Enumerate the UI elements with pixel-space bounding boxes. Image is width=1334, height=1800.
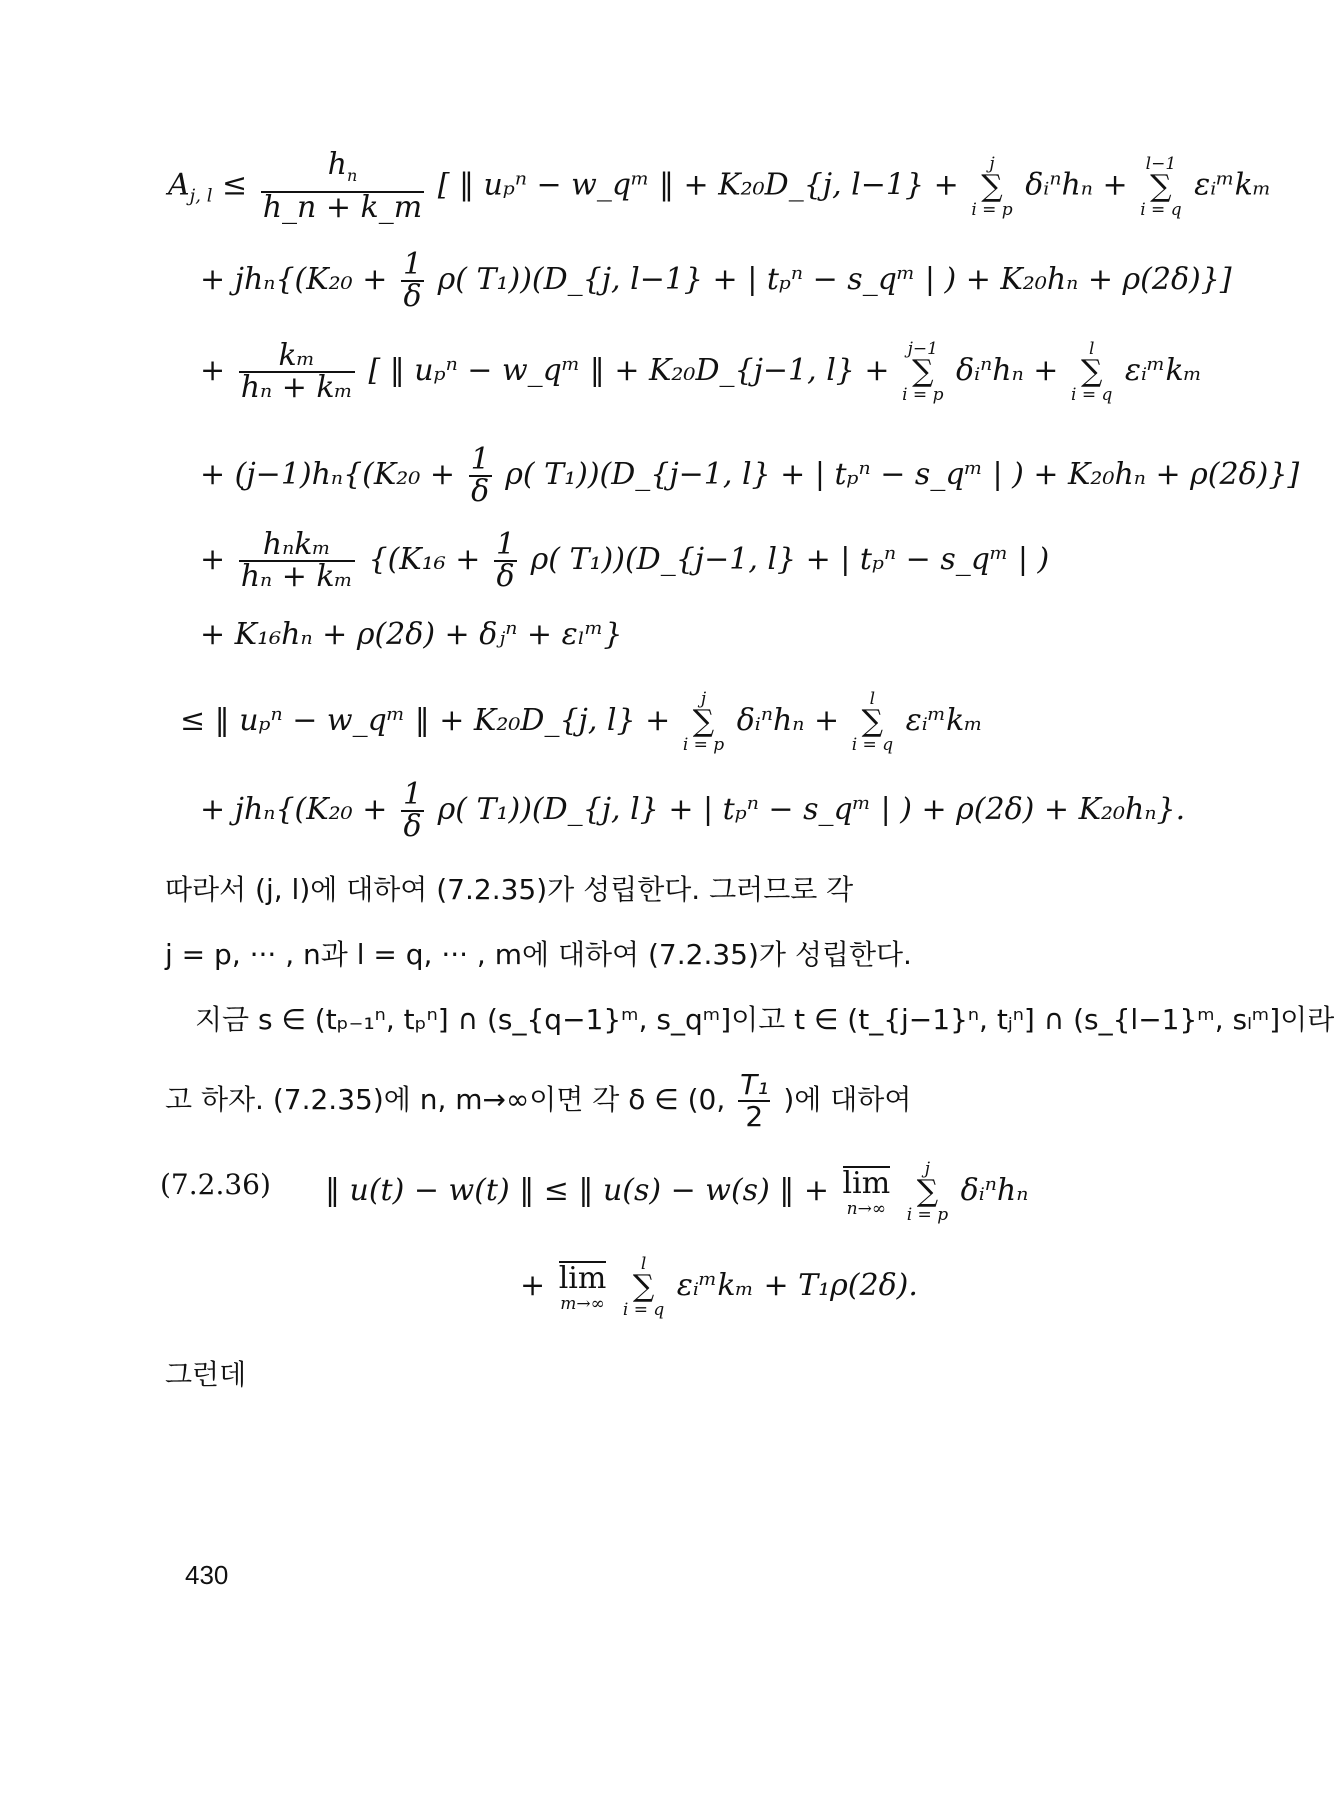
equation-term: δᵢⁿhₙ +: [1025, 167, 1128, 203]
fraction-denominator: hₙ + kₘ: [240, 370, 353, 405]
equation-term: δᵢⁿhₙ: [960, 1173, 1029, 1208]
fraction: [239, 527, 355, 594]
paragraph-text: )에 대하여: [783, 1083, 912, 1116]
equation-body: + jhₙ{(K₂₀ +: [200, 262, 388, 297]
fraction-numerator: h: [327, 147, 347, 182]
fraction: [494, 527, 517, 594]
equation-term: εᵢᵐkₘ: [905, 703, 983, 738]
fraction: [261, 147, 424, 225]
paragraph-line-2: j = p, ··· , n과 l = q, ··· , m에 대하여 (7.2.35)가 성립한다.: [165, 938, 912, 971]
equation-36-line-2: [520, 1255, 918, 1319]
limsup-operator: [559, 1261, 607, 1313]
fraction-numerator-subscript: n: [346, 166, 358, 185]
equation-body: ‖ u(t) − w(t) ‖ ≤ ‖ u(s) − w(s) ‖ +: [325, 1173, 829, 1208]
equation-body: [ ‖ uₚⁿ − w_qᵐ ‖ + K₂₀D_{j, l−1} +: [437, 167, 959, 203]
fraction-denominator: h_n + k_m: [262, 190, 423, 225]
summation-lower: i = p: [971, 199, 1013, 220]
equation-body: ρ( T₁))(D_{j, l} + | tₚⁿ − s_qᵐ | ) + ρ(2δ) + K₂₀hₙ}.: [437, 792, 1186, 827]
summation-upper: l−1: [1145, 153, 1177, 174]
summation-upper: j: [924, 1159, 931, 1179]
fraction-denominator: δ: [471, 474, 490, 509]
fraction-denominator: hₙ + kₘ: [240, 559, 353, 594]
equation-term: δᵢⁿhₙ +: [956, 353, 1059, 388]
summation: j ∑ i = p: [906, 1159, 949, 1225]
summation-lower: i = p: [906, 1205, 949, 1225]
limsup-word: lim: [842, 1166, 891, 1201]
operator: +: [520, 1268, 546, 1303]
summation: l ∑ i = q: [851, 689, 894, 755]
fraction-numerator: 1: [470, 442, 490, 477]
paragraph-line-5: 그런데: [165, 1358, 247, 1391]
summation-upper: j: [700, 689, 707, 709]
operator: +: [200, 542, 226, 577]
fraction-denominator: 2: [745, 1100, 764, 1133]
limsup-subscript: m→∞: [560, 1294, 605, 1314]
fraction-numerator: hₙkₘ: [239, 530, 355, 562]
fraction-numerator: 1: [402, 247, 423, 282]
summation-lower: i = q: [622, 1300, 665, 1320]
equation-line-4: [200, 442, 1300, 509]
equation-body: + jhₙ{(K₂₀ +: [200, 792, 388, 827]
summation-lower: i = p: [902, 385, 944, 405]
fraction-denominator: δ: [403, 809, 422, 844]
fraction-numerator: T₁: [740, 1068, 769, 1101]
equation-body: ρ( T₁))(D_{j−1, l} + | tₚⁿ − s_qᵐ | ): [530, 542, 1050, 577]
relation-symbol: ≤: [222, 167, 248, 203]
equation-term: δᵢⁿhₙ +: [736, 703, 840, 738]
summation: l ∑ i = q: [622, 1254, 665, 1320]
fraction-numerator: 1: [495, 527, 516, 562]
lhs-symbol: A: [168, 167, 190, 203]
limsup-word: lim: [558, 1261, 607, 1296]
equation-body: + K₁₆hₙ + ρ(2δ) + δⱼⁿ + εₗᵐ}: [200, 617, 623, 652]
equation-tag: (7.2.36): [160, 1168, 271, 1201]
equation-line-6: [200, 615, 622, 655]
equation-body: ≤ ‖ uₚⁿ − w_qᵐ ‖ + K₂₀D_{j, l} +: [180, 703, 671, 738]
summation-lower: i = q: [851, 735, 894, 755]
equation-line-5: [200, 527, 1050, 594]
equation-body: ρ( T₁))(D_{j−1, l} + | tₚⁿ − s_qᵐ | ) + K₂₀hₙ + ρ(2δ)}]: [505, 457, 1300, 492]
summation-upper: l: [640, 1254, 647, 1274]
lhs-subscript: j, l: [189, 185, 213, 207]
paragraph-line-3: 지금 s ∈ (tₚ₋₁ⁿ, tₚⁿ] ∩ (s_{q−1}ᵐ, s_qᵐ]이고 t ∈ (t_{j−1}ⁿ, tⱼⁿ] ∩ (s_{l−1}ᵐ, sₗᵐ]이라: [195, 1003, 1334, 1036]
fraction: [239, 338, 355, 405]
summation: j ∑ i = p: [682, 689, 725, 755]
fraction: [738, 1070, 770, 1132]
summation-lower: i = q: [1140, 199, 1182, 220]
summation: l−1 ∑ i = q: [1140, 153, 1182, 220]
fraction-denominator: δ: [403, 279, 422, 314]
paragraph-line-4: [165, 1070, 911, 1132]
fraction-numerator: kₘ: [239, 341, 355, 373]
equation-line-2: [200, 247, 1232, 314]
equation-line-8: [200, 777, 1186, 844]
summation-upper: j−1: [907, 339, 938, 359]
fraction-denominator: δ: [496, 559, 515, 594]
equation-36-line-1: [325, 1160, 1028, 1224]
paragraph-line-1: 따라서 (j, l)에 대하여 (7.2.35)가 성립한다. 그러므로 각: [165, 873, 854, 906]
summation-lower: i = p: [682, 735, 725, 755]
equation-line-1: [168, 147, 1272, 225]
fraction: [401, 777, 424, 844]
operator: +: [200, 353, 226, 388]
summation-upper: l: [1088, 339, 1095, 359]
fraction-numerator: 1: [402, 777, 423, 812]
paragraph-text: 고 하자. (7.2.35)에 n, m→∞이면 각 δ ∈ (0,: [165, 1083, 726, 1116]
summation: j−1 ∑ i = p: [902, 339, 944, 405]
equation-line-3: [200, 340, 1202, 404]
equation-body: {(K₁₆ +: [368, 542, 481, 577]
summation-upper: l: [869, 689, 876, 709]
equation-body: + (j−1)hₙ{(K₂₀ +: [200, 457, 456, 492]
summation-upper: j: [989, 153, 995, 174]
limsup-subscript: n→∞: [846, 1199, 887, 1219]
equation-term: εᵢᵐkₘ: [1124, 353, 1203, 388]
summation-lower: i = q: [1070, 385, 1113, 405]
summation: l ∑ i = q: [1070, 339, 1113, 405]
page-number: 430: [185, 1560, 229, 1590]
fraction: [469, 442, 492, 509]
summation: j ∑ i = p: [971, 153, 1013, 220]
equation-body: [ ‖ uₚⁿ − w_qᵐ ‖ + K₂₀D_{j−1, l} +: [368, 353, 890, 388]
equation-term: εᵢᵐkₘ + T₁ρ(2δ).: [676, 1268, 918, 1303]
fraction: [401, 247, 424, 314]
equation-line-7: [180, 690, 983, 754]
limsup-operator: [843, 1166, 891, 1218]
equation-body: ρ( T₁))(D_{j, l−1} + | tₚⁿ − s_qᵐ | ) + K₂₀hₙ + ρ(2δ)}]: [437, 262, 1232, 297]
equation-term: εᵢᵐkₘ: [1194, 167, 1272, 203]
